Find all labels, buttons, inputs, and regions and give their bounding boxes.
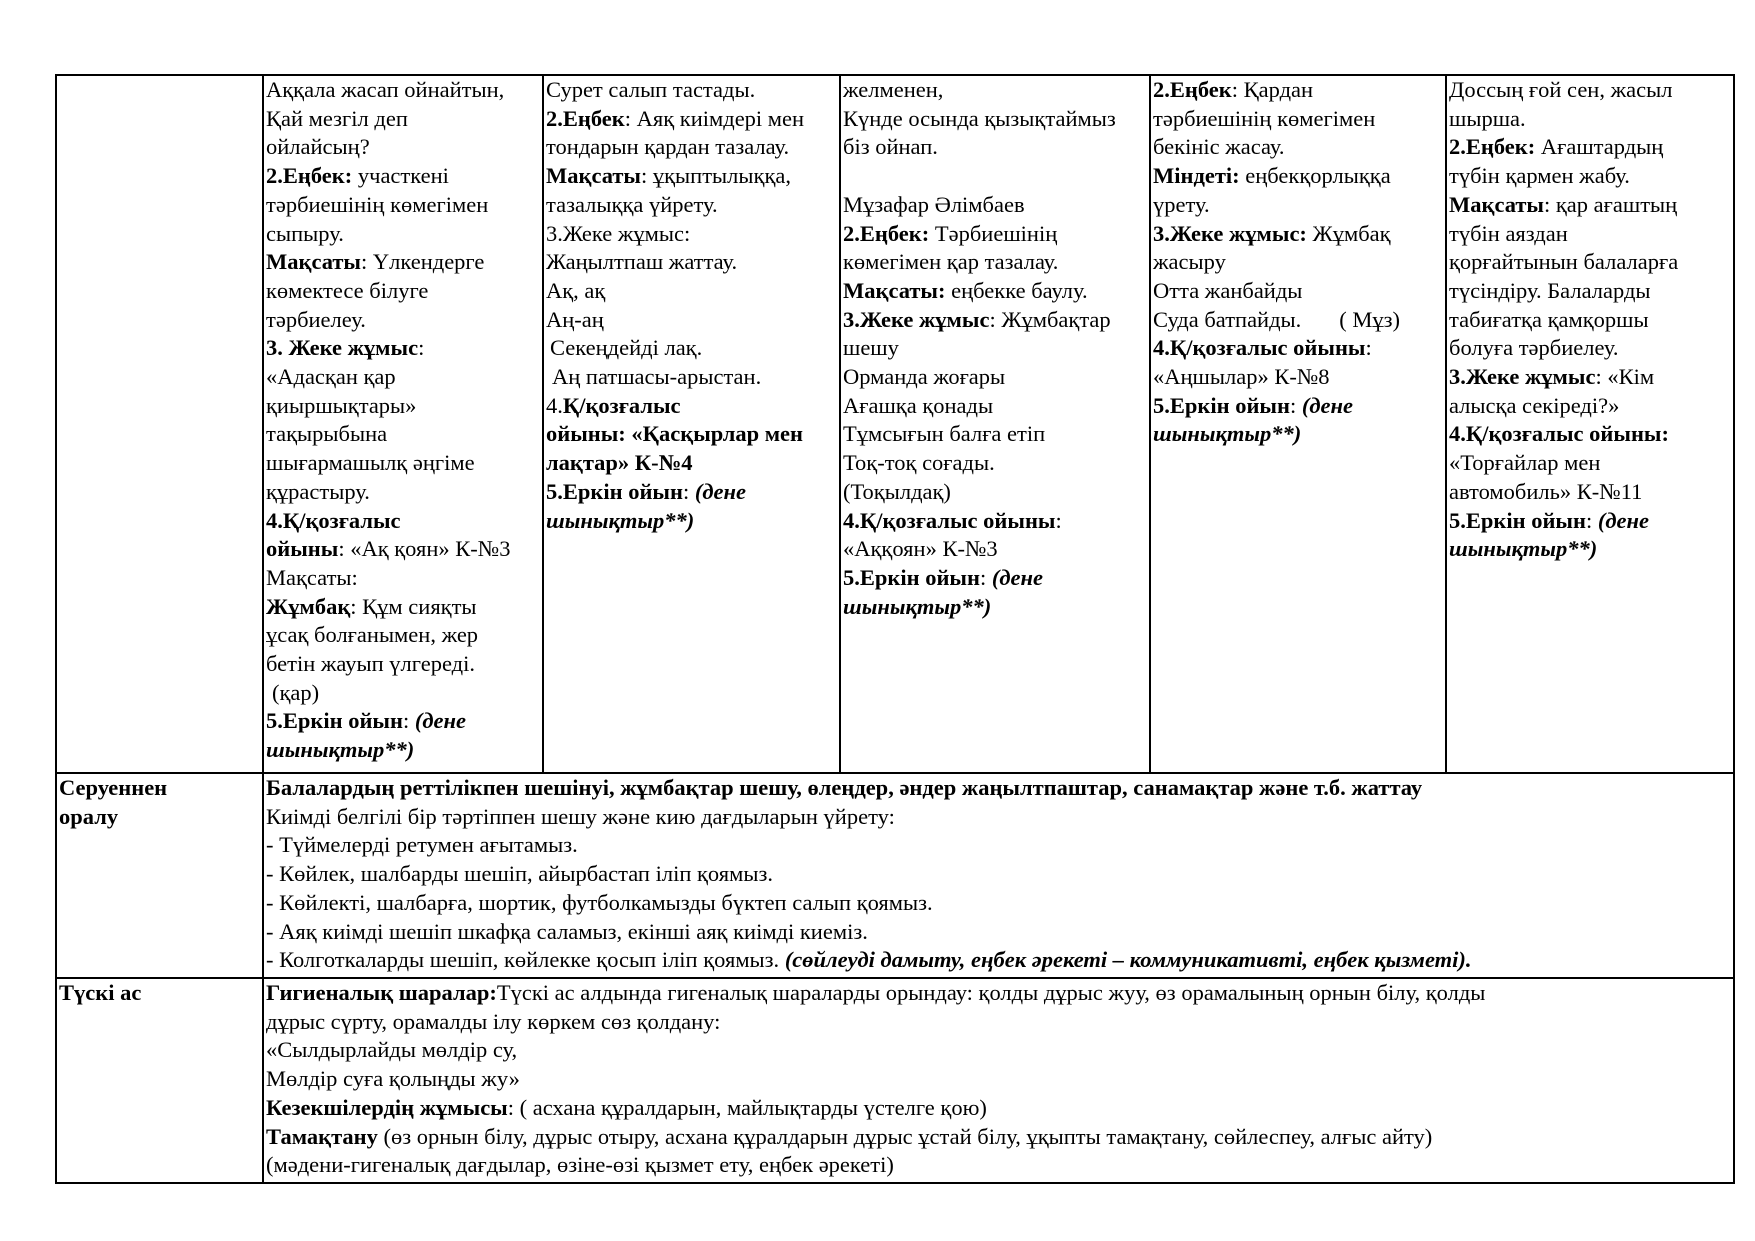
text-line: сыпыру. xyxy=(266,220,344,246)
text-line: оралу xyxy=(59,803,119,829)
day-cell-5 xyxy=(1446,75,1734,773)
text-line: Міндеті: еңбекқорлыққа xyxy=(1153,163,1391,189)
text-line: 3.Жеке жұмыс: Жұмбақ xyxy=(1153,220,1391,246)
text-line: Орманда жоғары xyxy=(843,364,1006,390)
text-line: Қай мезгіл деп xyxy=(266,105,408,131)
text-line: Мақсаты: қар ағаштың xyxy=(1449,191,1678,217)
text-line: 4.Қ/қозғалыс xyxy=(546,392,681,418)
text-line: - Көйлек, шалбарды шешіп, айырбастап іліп қоямыз. xyxy=(266,861,773,887)
text-line: (мәдени-гигеналық дағдылар, өзіне-өзі қызмет ету, еңбек әрекеті) xyxy=(266,1152,894,1178)
text-line: Мақсаты: ұқыптылыққа, xyxy=(546,163,791,189)
text-line: 4.Қ/қозғалыс ойыны: xyxy=(1449,421,1669,447)
text-line: - Түймелерді ретумен ағытамыз. xyxy=(266,832,578,858)
text-line: тәрбиелеу. xyxy=(266,306,366,332)
text-line: 2.Еңбек: Тәрбиешінің xyxy=(843,220,1058,246)
text-line: Балалардың реттілікпен шешінуі, жұмбақтар шешу, өлеңдер, әндер жаңылтпаштар, санамақтар және т.б. жаттау xyxy=(266,775,1423,800)
text-line: желменен, xyxy=(843,77,944,102)
table-row xyxy=(56,978,1734,1183)
text-line: Мақсаты: еңбекке баулу. xyxy=(843,277,1088,303)
text-line: Кезекшілердің жұмысы: ( асхана құралдарын, майлықтарды үстелге қою) xyxy=(266,1094,987,1120)
text-line: ойыны: «Қасқырлар мен xyxy=(546,421,804,447)
text-line: шынықтыр**) xyxy=(1153,421,1302,447)
text-line: Секеңдейді лақ. xyxy=(550,335,703,361)
text-line: көмегімен қар тазалау. xyxy=(843,249,1059,275)
text-line: Мақсаты: Үлкендерге xyxy=(266,249,485,275)
text-line: көмектесе білуге xyxy=(266,277,429,303)
day-cell-1 xyxy=(263,75,543,773)
text-line: Киімді белгілі бір тәртіппен шешу және кию дағдыларын үйрету: xyxy=(266,803,895,829)
blank-line xyxy=(843,162,1147,191)
text-line: тәрбиешінің көмегімен xyxy=(266,191,489,217)
text-line: қиыршықтары» xyxy=(266,392,417,418)
return-from-walk-cell xyxy=(263,773,1734,978)
table-row xyxy=(56,75,1734,773)
text-line: Түскі ас xyxy=(59,980,142,1005)
text-line: үрету. xyxy=(1153,191,1210,217)
text-line: тазалыққа үйрету. xyxy=(546,191,718,217)
text-line: алысқа секіреді?» xyxy=(1449,392,1620,418)
text-line: 3. Жеке жұмыс: xyxy=(266,335,425,361)
text-line: 3.Жеке жұмыс: Жұмбақтар xyxy=(843,306,1111,332)
text-line: Жаңылтпаш жаттау. xyxy=(546,249,738,275)
text-line: 5.Еркін ойын: (дене xyxy=(546,478,746,504)
text-line: - Колготкаларды шешіп, көйлекке қосып іліп қоямыз. (сөйлеуді дамыту, еңбек әрекеті – коммуникативті, еңбек қызметі). xyxy=(266,947,1472,973)
text-line: 5.Еркін ойын: (дене xyxy=(266,708,466,734)
text-line: лақтар» К-№4 xyxy=(546,450,693,476)
document-page xyxy=(55,74,1733,1184)
text-line: 2.Еңбек: участкені xyxy=(266,163,449,189)
text-line: табиғатқа қамқоршы xyxy=(1449,306,1649,332)
text-line: - Аяқ киімді шешіп шкафқа саламыз, екінші аяқ киімді киеміз. xyxy=(266,918,868,944)
text-line: шынықтыр**) xyxy=(266,737,415,763)
text-line: «Аққоян» К-№3 xyxy=(843,536,998,562)
text-line: Мөлдір суға қолыңды жу» xyxy=(266,1066,520,1092)
text-line: Мақсаты: xyxy=(266,564,358,590)
text-line: Серуеннен xyxy=(59,775,168,800)
text-line: шынықтыр**) xyxy=(843,593,992,619)
text-line: түбін аяздан xyxy=(1449,220,1568,246)
table-row xyxy=(56,773,1734,978)
day-cell-3 xyxy=(840,75,1150,773)
text-line: біз ойнап. xyxy=(843,134,938,160)
text-line: 5.Еркін ойын: (дене xyxy=(1449,507,1649,533)
day-cell-4 xyxy=(1150,75,1446,773)
text-line: 5.Еркін ойын: (дене xyxy=(1153,392,1353,418)
text-line: шешу xyxy=(843,335,899,361)
text-line: 4.Қ/қозғалыс ойыны: xyxy=(1153,335,1372,361)
text-line: 4.Қ/қозғалыс xyxy=(266,507,401,533)
row-label-empty xyxy=(56,75,263,773)
text-line: шынықтыр**) xyxy=(546,507,695,533)
text-line: Аққала жасап ойнайтын, xyxy=(266,77,505,102)
text-line: құрастыру. xyxy=(266,478,370,504)
text-line: шынықтыр**) xyxy=(1449,536,1598,562)
text-line: болуға тәрбиелеу. xyxy=(1449,335,1619,361)
text-line: Аң-аң xyxy=(546,306,604,332)
text-line: «Адасқан қар xyxy=(266,364,396,390)
text-line: түбін қармен жабу. xyxy=(1449,163,1630,189)
text-line: 2.Еңбек: Аяқ киімдері мен xyxy=(546,105,805,131)
text-line: Тұмсығын балға етіп xyxy=(843,421,1046,447)
text-line: Отта жанбайды xyxy=(1153,277,1303,303)
text-line: - Көйлекті, шалбарға, шортик, футболкамызды бүктеп салып қоямыз. xyxy=(266,889,933,915)
text-line: «Аңшылар» К-№8 xyxy=(1153,364,1330,390)
text-line: (қар) xyxy=(272,679,320,705)
text-line: жасыру xyxy=(1153,249,1226,275)
text-line: автомобиль» К-№11 xyxy=(1449,478,1643,504)
text-line: Күнде осында қызықтаймыз xyxy=(843,105,1116,131)
text-line: Сурет салып тастады. xyxy=(546,77,756,102)
text-line: Мұзафар Әлімбаев xyxy=(843,191,1025,217)
text-line: Суда батпайды. ( Мұз) xyxy=(1153,306,1401,332)
text-line: 3.Жеке жұмыс: xyxy=(546,220,691,246)
text-line: ойлайсың? xyxy=(266,134,370,160)
text-line: тондарын қардан тазалау. xyxy=(546,134,790,160)
text-line: бетін жауып үлгереді. xyxy=(266,651,475,677)
text-line: түсіндіру. Балаларды xyxy=(1449,277,1651,303)
text-line: тақырыбына xyxy=(266,421,388,447)
text-line: Аң патшасы-арыстан. xyxy=(552,364,762,390)
text-line: Ағашқа қонады xyxy=(843,392,994,418)
text-line: 5.Еркін ойын: (дене xyxy=(843,564,1043,590)
text-line: дұрыс сүрту, орамалды ілу көркем сөз қолдану: xyxy=(266,1008,721,1034)
text-line: Ақ, ақ xyxy=(546,277,606,303)
text-line: Тоқ-тоқ соғады. xyxy=(843,450,995,476)
row-label-return-from-walk xyxy=(56,773,263,978)
text-line: (Тоқылдақ) xyxy=(843,478,951,504)
day-cell-2 xyxy=(543,75,840,773)
lunch-cell xyxy=(263,978,1734,1183)
text-line: ойыны: «Ақ қоян» К-№3 xyxy=(266,536,511,562)
text-line: шығармашылқ әңгіме xyxy=(266,450,475,476)
row-label-lunch xyxy=(56,978,263,1183)
text-line: Жұмбақ: Құм сияқты xyxy=(266,593,477,619)
text-line: 2.Еңбек: Ағаштардың xyxy=(1449,134,1664,160)
text-line: қорғайтынын балаларға xyxy=(1449,249,1679,275)
text-line: бекініс жасау. xyxy=(1153,134,1285,160)
text-line: «Торғайлар мен xyxy=(1449,450,1601,476)
text-line: 2.Еңбек: Қардан xyxy=(1153,77,1314,102)
text-line: 4.Қ/қозғалыс ойыны: xyxy=(843,507,1062,533)
text-line: 3.Жеке жұмыс: «Кім xyxy=(1449,364,1655,390)
text-line: ұсақ болғанымен, жер xyxy=(266,622,479,648)
text-line: Тамақтану (өз орнын білу, дұрыс отыру, асхана құралдарын дұрыс ұстай білу, ұқыпты тамақтану, сөйлеспеу, алғыс айту) xyxy=(266,1123,1433,1149)
text-line: «Сылдырлайды мөлдір су, xyxy=(266,1037,518,1063)
text-line: Гигиеналық шаралар:Түскі ас алдында гигеналық шараларды орындау: қолды дұрыс жуу, өз орамалының орнын білу, қолды xyxy=(266,980,1486,1005)
text-line: Доссың ғой сен, жасыл xyxy=(1449,77,1673,102)
text-line: тәрбиешінің көмегімен xyxy=(1153,105,1376,131)
plan-table xyxy=(55,74,1735,1184)
text-line: шырша. xyxy=(1449,105,1526,131)
